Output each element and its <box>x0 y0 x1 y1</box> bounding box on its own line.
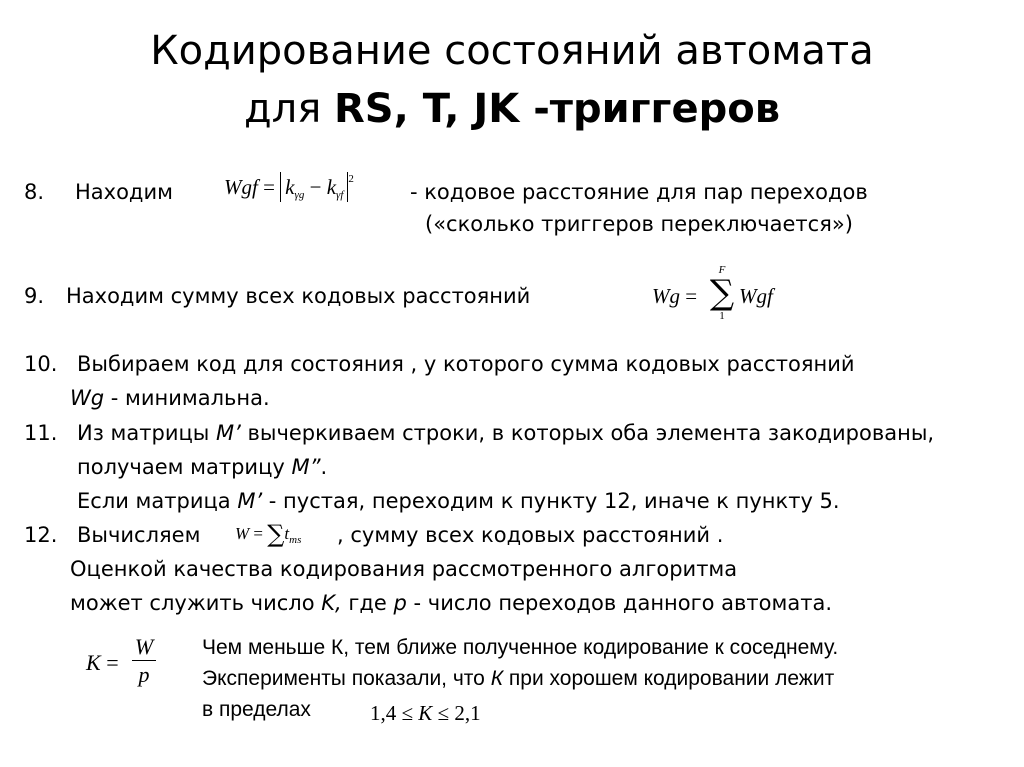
item8-desc2: («сколько триггеров переключается») <box>425 212 853 236</box>
item11-num: 11. <box>24 421 58 445</box>
item11-line2: получаем матрицу M”. <box>77 455 328 479</box>
item8-label: Находим <box>75 180 173 204</box>
item8-desc: - кодовое расстояние для пар переходов <box>410 180 868 204</box>
formula-wg: Wg = <box>652 284 698 308</box>
item9-label: Находим сумму всех кодовых расстояний <box>66 284 531 308</box>
slide-title-line2 <box>0 86 1024 132</box>
item11-line1: Из матрицы M’ вычеркиваем строки, в которых оба элемента закодированы, <box>77 421 935 445</box>
title-plain: для <box>243 86 334 132</box>
item10-text: Выбираем код для состояния , у которого сумма кодовых расстояний <box>77 352 855 376</box>
formula-wg-term: Wgf <box>739 284 773 308</box>
formula-range: 1,4 ≤ K ≤ 2,1 <box>370 701 481 725</box>
item9-num: 9. <box>24 284 45 308</box>
sum-symbol-wg: F ∑ 1 <box>709 264 735 322</box>
slide-title-line1: Кодирование состояний автомата <box>150 28 874 74</box>
item12-line2: Оценкой качества кодирования рассмотренного алгоритма <box>70 557 738 581</box>
item12-line3: может служить число K, где p - число переходов данного автомата. <box>70 591 832 615</box>
bottom-line1: Чем меньше К, тем ближе полученное кодирование к соседнему. <box>202 636 839 659</box>
item10-line2: Wg - минимальна. <box>70 386 270 410</box>
bottom-line3: в пределах <box>202 698 311 721</box>
formula-k-fraction: W p <box>132 634 156 689</box>
item12-rest: , сумму всех кодовых расстояний . <box>337 523 724 547</box>
item8-num: 8. <box>24 180 45 204</box>
item12-label: Вычисляем <box>77 523 201 547</box>
bottom-line2: Эксперименты показали, что К при хорошем кодировании лежит <box>202 667 835 690</box>
formula-w-sum: $W = \sum t_{ms}$ <box>235 520 302 548</box>
title-bold: RS, T, JK -триггеров <box>333 86 781 132</box>
formula-wgf: Wgf = $k_{\gamma g} - k_{\gamma f}^2$ <box>224 173 354 201</box>
item11-line3: Если матрица M’ - пустая, переходим к пункту 12, иначе к пункту 5. <box>77 489 840 513</box>
formula-k-lhs: K = <box>86 650 119 675</box>
item10-num: 10. <box>24 352 58 376</box>
item12-num: 12. <box>24 523 58 547</box>
